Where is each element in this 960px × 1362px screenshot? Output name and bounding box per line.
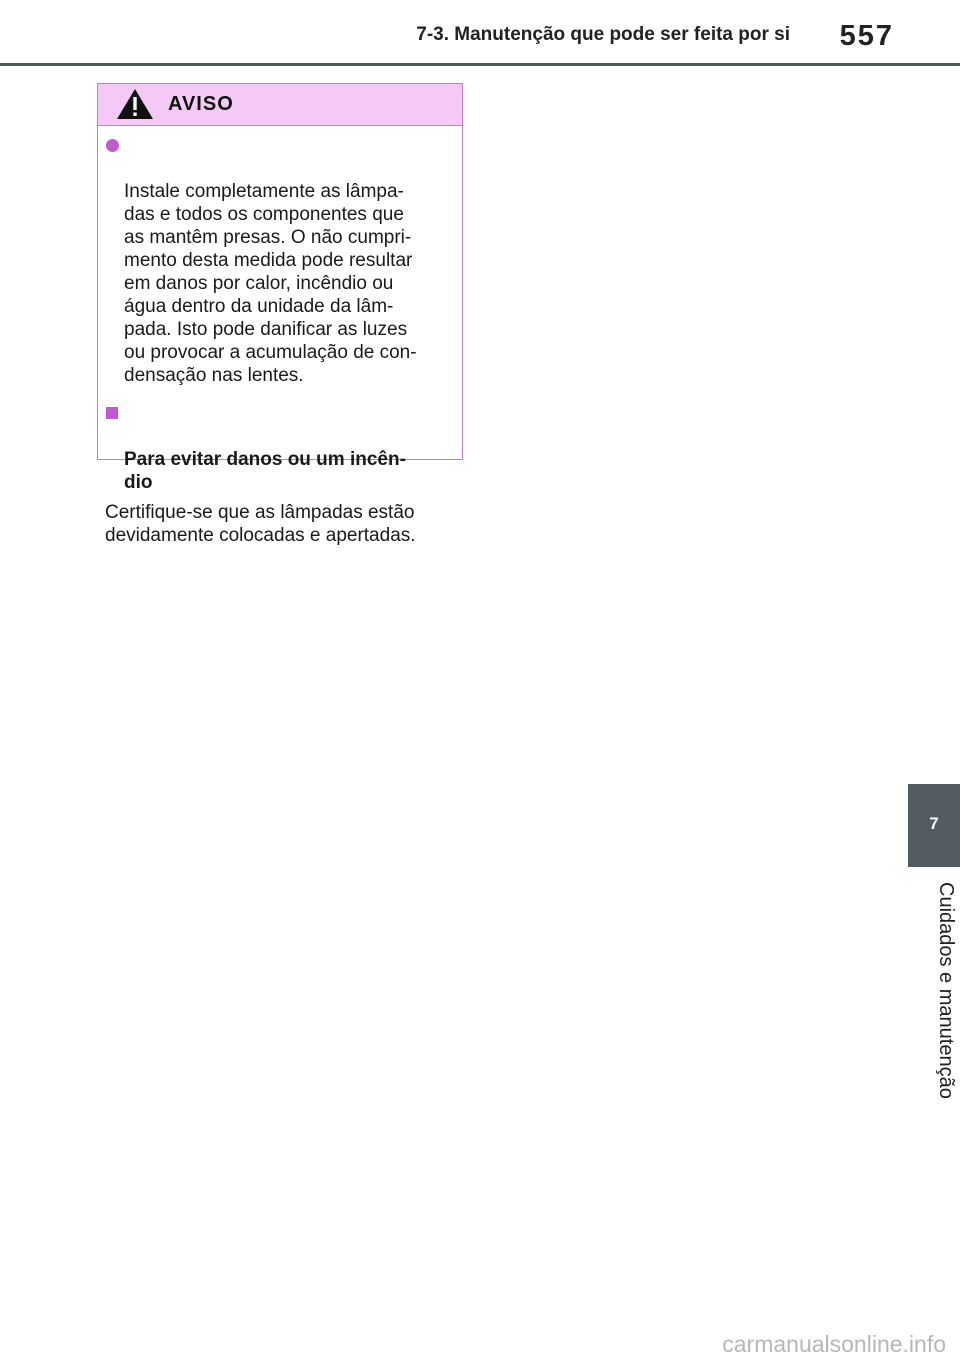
warning-bullet-item [105,134,454,387]
circle-bullet-icon [106,139,119,152]
warning-header [98,84,462,126]
header-divider [0,63,960,66]
chapter-tab [908,784,960,867]
warning-box [97,83,463,546]
page-number: 557 [839,20,894,52]
warning-body [98,126,462,547]
warning-title: AVISO [168,93,234,115]
warning-subheading-text: Para evitar danos ou um incên- dio [124,449,406,493]
warning-subheading [105,402,454,494]
square-bullet-icon [106,407,118,419]
chapter-number: 7 [929,814,939,833]
watermark: carmanualsonline.info [722,1331,946,1357]
warning-paragraph: Certifique-se que as lâmpadas estão devidamente colocadas e apertadas. [105,502,416,546]
chapter-label: Cuidados e manutenção [935,882,957,1099]
warning-triangle-icon [116,88,154,120]
section-title: 7-3. Manutenção que pode ser feita por si [416,24,790,45]
warning-bullet-text: Instale completamente as lâmpa- das e todos os componentes que as mantêm presas. O não cumpri- mento desta medida pode resultar em danos por calor, incêndio ou água dentro da unidade da lâm- pada. Isto pode danificar as luzes ou provocar a acumulação de con- densação nas lentes. [124,181,417,386]
